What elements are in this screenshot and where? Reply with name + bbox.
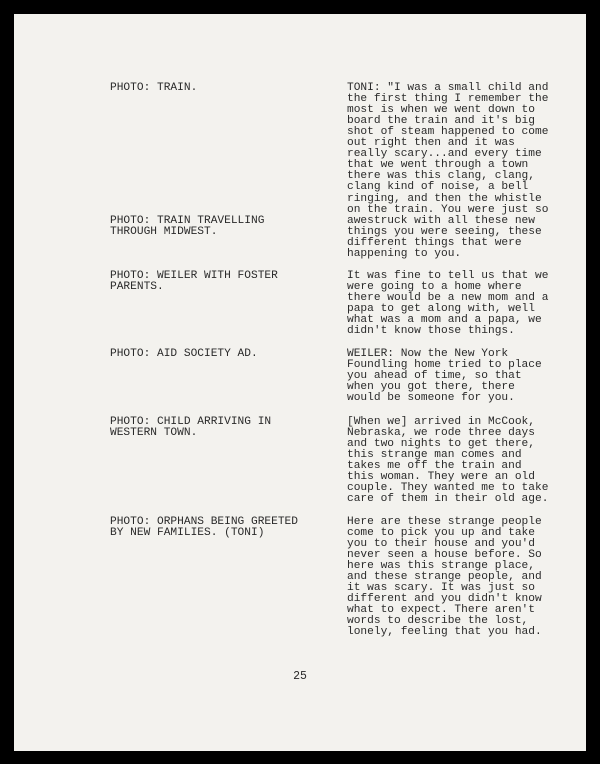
narration-line: things you were seeing, these [347,226,542,238]
narration-line: clang kind of noise, a bell [347,181,529,193]
narration-line: really scary...and every time [347,148,542,160]
narration-line: what to expect. There aren't [347,604,535,616]
narration-line: lonely, feeling that you had. [347,626,542,638]
photo-cue-train: PHOTO: TRAIN. [110,82,198,94]
narration-line: out right then and it was [347,137,515,149]
narration-line: on the train. You were just so [347,204,549,216]
narration-line: shot of steam happened to come [347,126,549,138]
document-page [14,14,586,751]
photo-cue-child-arriving: WESTERN TOWN. [110,427,198,439]
narration-line: come to pick you up and take [347,527,535,539]
narration-line: would be someone for you. [347,392,515,404]
narration-line: most is when we went down to [347,104,535,116]
narration-line: never seen a house before. So [347,549,542,561]
narration-line: papa to get along with, well [347,303,535,315]
narration-line: what was a mom and a papa, we [347,314,542,326]
narration-line: ringing, and then the whistle [347,193,542,205]
narration-line: different and you didn't know [347,593,542,605]
page-number: 25 [293,670,307,683]
narration-line: it was scary. It was just so [347,582,535,594]
photo-cue-weiler-foster-parents: PARENTS. [110,281,164,293]
narration-line: and these strange people, and [347,571,542,583]
photo-cue-train-travelling: PHOTO: TRAIN TRAVELLING [110,215,265,227]
narration-line: happening to you. [347,248,462,260]
narration-line: here was this strange place, [347,560,535,572]
narration-line: didn't know those things. [347,325,515,337]
narration-line: couple. They wanted me to take [347,482,549,494]
narration-line: It was fine to tell us that we [347,270,549,282]
narration-line: this strange man comes and [347,449,522,461]
photo-cue-aid-society-ad: PHOTO: AID SOCIETY AD. [110,348,258,360]
narration-line: the first thing I remember the [347,93,549,105]
narration-line: [When we] arrived in McCook, [347,416,535,428]
narration-line: there would be a new mom and a [347,292,549,304]
photo-cue-orphans-greeted: BY NEW FAMILIES. (TONI) [110,527,265,539]
narration-line: Nebraska, we rode three days [347,427,535,439]
narration-line: takes me off the train and [347,460,522,472]
narration-line: TONI: "I was a small child and [347,82,549,94]
narration-line: WEILER: Now the New York [347,348,509,360]
photo-cue-child-arriving: PHOTO: CHILD ARRIVING IN [110,416,272,428]
narration-line: you ahead of time, so that [347,370,522,382]
narration-line: when you got there, there [347,381,515,393]
narration-line: there was this clang, clang, [347,170,535,182]
narration-line: you to their house and you'd [347,538,535,550]
narration-line: words to describe the lost, [347,615,529,627]
photo-cue-weiler-foster-parents: PHOTO: WEILER WITH FOSTER [110,270,278,282]
narration-line: were going to a home where [347,281,522,293]
narration-line: Here are these strange people [347,516,542,528]
narration-line: board the train and it's big [347,115,535,127]
narration-line: awestruck with all these new [347,215,535,227]
narration-line: care of them in their old age. [347,493,549,505]
narration-line: this woman. They were an old [347,471,535,483]
photo-cue-orphans-greeted: PHOTO: ORPHANS BEING GREETED [110,516,298,528]
photo-cue-train-travelling: THROUGH MIDWEST. [110,226,218,238]
narration-line: and two nights to get there, [347,438,535,450]
narration-line: different things that were [347,237,522,249]
narration-line: that we went through a town [347,159,529,171]
narration-line: Foundling home tried to place [347,359,542,371]
